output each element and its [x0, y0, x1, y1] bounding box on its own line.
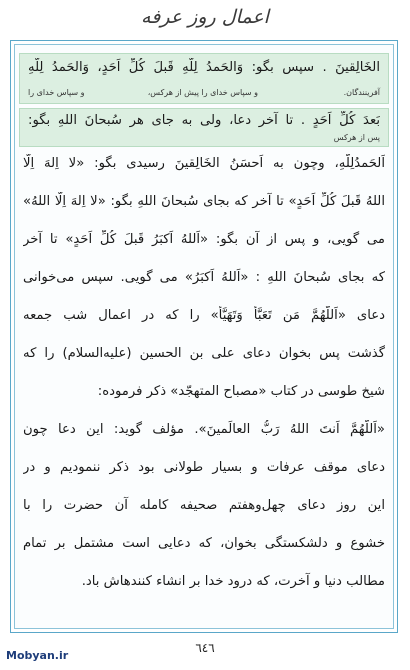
body-line: گذشت پس بخوان دعای علی بن الحسین (علیه‌السلام) را که [23, 346, 385, 361]
highlighted-block-2 [19, 108, 389, 147]
body-line: مطالب دنیا و آخرت، که درود خدا بر انشاء کنندهاش باد. [81, 574, 385, 589]
body-line: دعای موقف عرفات و بسیار طولانی بود ذکر ننمودیم و در [23, 460, 385, 475]
body-line: دعای «اَللّهُمَّ مَن تَعَبَّأ وَتَهَیَّأ» را که در اعمال شب جمعه [23, 308, 385, 323]
body-line: شیخ طوسی در کتاب «مصباح المتهجّد» ذکر فرموده: [97, 384, 385, 399]
body-line: اَلحَمدُلِلّهِ، وچون به اَحسَنُ الخَالِقینَ رسیدی بگو: «لا اِلهَ اِلّا [23, 156, 385, 171]
page-header-title: اعمال روز عرفه [141, 6, 269, 28]
translation-gloss: آفرینندگان. [343, 88, 380, 97]
highlighted-block-1 [19, 53, 389, 104]
content-area [14, 44, 394, 629]
body-line: که بجای سُبحانَ اللهِ : «اَللهُ اَکبَرُ» می گویی. سپس می‌خوانی [23, 270, 385, 285]
body-line: این روز دعای چهل‌وهفتم صحیفه کامله آن حضرت را با [23, 498, 385, 513]
body-line: می گویی، و پس از آن بگو: «اَللهُ اَکبَرُ قَبلَ کُلِّ اَحَدٍ» تا آخر [23, 232, 385, 247]
translation-gloss: و سپاس خدای را پیش از هرکس، [147, 88, 258, 97]
translation-gloss: پس از هرکس [333, 133, 380, 142]
site-watermark[interactable]: Mobyan.ir [6, 649, 69, 662]
arabic-line: بَعدَ کُلِّ اَحَدٍ . تا آخر دعا، ولی به جای هر سُبحانَ اللهِ بگو: [28, 113, 380, 128]
page-frame [10, 40, 398, 633]
body-line: اللهُ قَبلَ کُلِّ اَحَدٍ» تا آخر که بجای سُبحانَ اللهِ بگو: «لا اِلهَ اِلّا اللهُ» [23, 194, 385, 209]
body-line: خشوع و دلشکستگی بخوان، که دعایی است مشتمل بر تمام [23, 536, 385, 551]
page-number: ٦٤٦ [195, 641, 215, 655]
arabic-line: الخَالِقینَ . سپس بگو: وَالحَمدُ لِلّهِ قَبلَ کُلِّ اَحَدٍ، وَالحَمدُ لِلّهِ [28, 60, 380, 75]
body-line: «اَللّهُمَّ اَنتَ اللهُ رَبُّ العالَمینَ». مؤلف گوید: این دعا چون [23, 422, 385, 437]
translation-gloss: و سپاس خدای را [28, 88, 85, 97]
